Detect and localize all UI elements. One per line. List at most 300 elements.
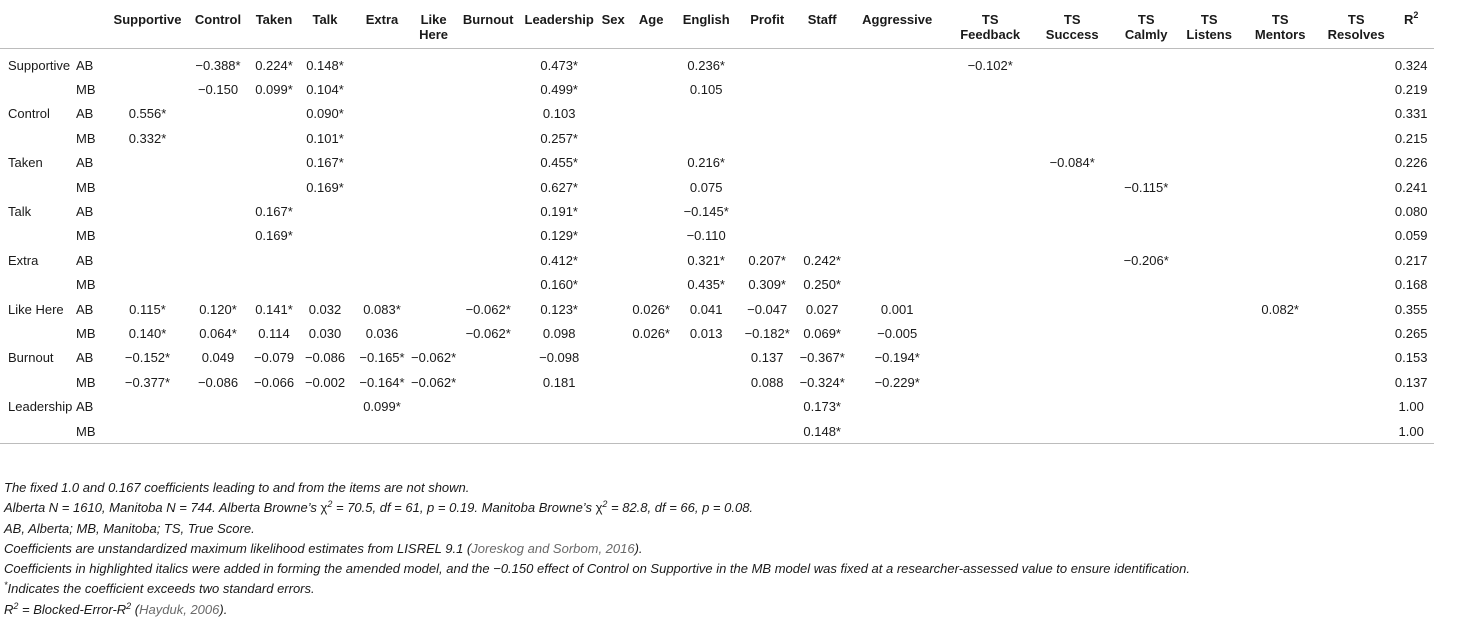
coefficient-cell [411,297,456,321]
column-header-label: R [1403,12,1414,27]
coefficient-cell: 0.099* [255,82,293,98]
header-row [0,0,1434,49]
coefficient-cell: 0.013 [689,325,723,341]
coefficient-cell: −0.005 [877,325,918,341]
coefficient-cell [251,102,297,126]
coefficient-cell: 0.224* [255,57,293,73]
coefficient-cell: 0.105 [689,82,723,98]
coefficient-cell [1034,394,1110,418]
coefficient-cell [848,419,946,444]
r2-cell: 0.080 [1394,204,1428,220]
column-header-sublabel: Mentors [1254,27,1306,42]
row-variable-label: Supportive [8,57,71,73]
coefficient-cell [456,77,520,101]
r2-cell: 0.137 [1394,374,1428,390]
coefficient-cell [411,102,456,126]
row-group-label: MB [76,179,96,195]
coefficient-cell: −0.377* [124,374,171,390]
coefficient-cell [353,77,411,101]
coefficient-cell [353,248,411,272]
coefficient-cell [456,49,520,78]
coefficient-cell: 0.627* [540,179,578,195]
coefficient-cell [674,419,738,444]
row-variable-label [0,224,76,248]
coefficient-cell: 0.026* [632,325,670,341]
column-header [1324,0,1388,49]
note-r2-text: = Blocked-Error-R [18,601,127,617]
note-r2 [4,600,1190,620]
coefficient-cell [1182,224,1236,248]
column-header-label: Aggressive [862,12,933,27]
coefficient-cell [1236,370,1324,394]
coefficient-cell [1034,297,1110,321]
note-estimates [4,539,1190,559]
coefficient-cell: 0.242* [803,252,841,268]
coefficient-cell [628,175,674,199]
coefficient-cell: 0.069* [803,325,841,341]
coefficient-cell [848,273,946,297]
note-abbreviations: AB, Alberta; MB, Manitoba; TS, True Score. [4,520,255,536]
coefficient-cell [946,346,1034,370]
coefficient-cell: −0.102* [967,57,1013,73]
r2-cell: 0.265 [1394,325,1428,341]
column-header [848,0,946,49]
coefficient-cell [946,151,1034,175]
row-variable-label: Control [8,106,50,122]
coefficient-cell [1182,297,1236,321]
coefficient-cell [456,102,520,126]
coefficient-cell [456,346,520,370]
coefficient-cell [796,151,848,175]
r2-cell: 0.168 [1394,277,1428,293]
table-notes [4,478,1190,620]
coefficient-cell: 0.160* [540,277,578,293]
coefficient-cell [598,346,628,370]
coefficient-cell [946,370,1034,394]
coefficient-cell [1236,224,1324,248]
column-header-label: Sex [601,12,625,27]
row-variable-label: Talk [8,204,32,220]
coefficient-cell [297,248,353,272]
coefficient-cell [411,394,456,418]
column-header-sublabel: Calmly [1124,27,1168,42]
coefficient-cell [353,102,411,126]
coefficient-cell [598,394,628,418]
coefficient-cell [520,394,598,418]
coefficient-cell [1324,77,1388,101]
coefficient-cell [1182,370,1236,394]
coefficient-cell: −0.165* [359,350,405,366]
coefficient-cell: 0.140* [128,325,167,341]
coefficient-cell [1236,419,1324,444]
coefficient-cell [738,126,796,150]
row-group-label: AB [76,155,94,171]
coefficient-cell: 0.167* [306,155,344,171]
coefficient-cell [1324,49,1388,78]
coefficient-cell [598,102,628,126]
coefficient-cell [1324,321,1388,345]
coefficient-cell [1236,49,1324,78]
coefficient-cell [353,49,411,78]
r2-exponent: 2 [126,600,132,611]
column-header [738,0,796,49]
column-header [251,0,297,49]
coefficient-cell: −0.062* [411,350,457,366]
coefficient-cell: 0.032 [308,301,342,317]
coefficient-cell [598,151,628,175]
row-group-label: MB [76,325,96,341]
coefficient-cell [411,273,456,297]
coefficient-cell [628,199,674,223]
row-variable-label [0,175,76,199]
coefficient-cell [598,77,628,101]
table-row [0,346,1434,370]
column-header-label: TS [1063,12,1081,27]
coefficient-cell [1110,321,1182,345]
coefficient-cell: −0.110 [686,228,726,244]
coefficient-cell [1236,102,1324,126]
coefficient-cell [1236,151,1324,175]
coefficient-cell [1182,49,1236,78]
coefficient-cell: −0.084* [1049,155,1095,171]
coefficient-cell [796,49,848,78]
coefficient-cell [456,199,520,223]
coefficient-cell: 0.167* [255,204,293,220]
coefficient-cell: −0.152* [124,350,171,366]
coefficient-cell [628,102,674,126]
coefficient-cell [598,49,628,78]
note-r2-text: ). [219,601,228,617]
coefficient-cell: 0.101* [306,130,344,146]
row-group-label: MB [76,228,96,244]
note-sample-text: Alberta N = 1610, Manitoba N = 744. Alberta Browne’s [4,500,321,516]
row-group-label: AB [76,350,94,366]
column-header-label: TS [981,12,999,27]
row-variable-label [0,321,76,345]
note-significance-text: Indicates the coefficient exceeds two standard errors. [7,581,315,597]
table-row [0,175,1434,199]
coefficient-cell: −0.002 [304,374,346,390]
coefficient-cell [297,273,353,297]
coefficient-cell [297,419,353,444]
coefficient-cell [251,248,297,272]
column-header-sublabel: Success [1045,27,1099,42]
coefficient-cell [598,175,628,199]
column-header [520,0,598,49]
coefficient-cell [796,199,848,223]
coefficient-cell [297,394,353,418]
coefficient-cell [1182,199,1236,223]
coefficient-cell: 0.104* [306,82,344,98]
coefficient-cell [1182,248,1236,272]
column-header-label: English [682,12,730,27]
note-r2-text: ( [131,601,140,617]
coefficient-cell [1236,199,1324,223]
table-row [0,77,1434,101]
coefficient-cell: 0.435* [687,277,725,293]
coefficient-cell [946,321,1034,345]
coefficient-cell: 0.099* [363,399,401,415]
note-r2-text: R [4,601,14,617]
row-variable-label: Like Here [8,301,64,317]
coefficient-cell [110,224,185,248]
coefficient-cell: −0.086 [197,374,239,390]
coefficient-cell [185,151,251,175]
column-header-label: Talk [312,12,338,27]
coefficient-cell [1034,248,1110,272]
coefficient-cell [628,151,674,175]
coefficient-cell [1236,126,1324,150]
coefficient-cell [848,394,946,418]
coefficient-cell [1110,224,1182,248]
r2-cell: 0.153 [1394,350,1428,366]
row-group-label: MB [76,374,96,390]
column-header-label: Like [420,12,447,27]
note-significance [4,579,1190,599]
coefficient-cell [185,248,251,272]
r2-cell: 0.219 [1394,82,1428,98]
coefficient-cell [353,224,411,248]
column-header-label: Age [638,12,664,27]
coefficient-cell: 0.064* [199,325,237,341]
coefficient-cell [1110,297,1182,321]
column-header-sublabel: Resolves [1327,27,1385,42]
coefficient-cell [628,77,674,101]
coefficient-cell [1182,175,1236,199]
coefficient-cell: 0.129* [540,228,578,244]
coefficient-cell [1236,77,1324,101]
coefficient-cell [628,346,674,370]
coefficient-cell: 0.236* [687,57,725,73]
row-group-label: AB [76,252,94,268]
coefficient-cell [674,126,738,150]
coefficient-cell [1110,126,1182,150]
coefficient-cell: 0.083* [363,301,401,317]
coefficient-cell [1110,49,1182,78]
column-header-label: TS [1200,12,1218,27]
coefficient-cell [110,394,185,418]
coefficient-cell [598,224,628,248]
coefficient-cell [185,199,251,223]
table-row [0,394,1434,418]
row-variable-label: Leadership [8,399,73,415]
coefficient-cell [411,199,456,223]
column-header [185,0,251,49]
coefficient-cell: 0.120* [199,301,237,317]
coefficient-cell [1236,248,1324,272]
coefficient-cell [1324,273,1388,297]
row-group-label: AB [76,204,94,220]
coefficient-cell [1324,199,1388,223]
r2-cell: 1.00 [1388,419,1434,444]
coefficient-cell: 0.114 [258,325,290,341]
coefficient-cell [946,77,1034,101]
column-header [1182,0,1236,49]
coefficient-cell [946,126,1034,150]
coefficient-cell [251,126,297,150]
coefficient-cell: 0.257* [540,130,578,146]
coefficient-cell [598,273,628,297]
coefficient-cell [1236,394,1324,418]
coefficient-cell [738,151,796,175]
row-group-label: MB [76,130,96,146]
chi-exponent: 2 [327,499,333,510]
coefficient-cell [1324,102,1388,126]
coefficient-cell: 0.169* [306,179,344,195]
coefficient-cell: 0.412* [540,252,578,268]
coefficient-cell [456,175,520,199]
coefficient-cell: 0.173* [803,399,841,415]
coefficient-cell [297,199,353,223]
column-header-label: TS [1271,12,1289,27]
coefficient-cell [796,224,848,248]
coefficient-cell [1324,175,1388,199]
coefficient-cell [1034,102,1110,126]
coefficient-cell [796,77,848,101]
r2-cell: 1.00 [1398,399,1424,415]
coefficient-cell: 0.075 [689,179,723,195]
coefficient-cell: 0.321* [687,252,725,268]
citation-link[interactable]: Joreskog and Sorbom, 2016 [471,540,635,556]
coefficient-cell [110,49,185,78]
coefficient-cell [456,248,520,272]
citation-link[interactable]: Hayduk, 2006 [139,601,220,617]
column-header-sublabel: Here [419,27,449,42]
column-header [1388,0,1434,49]
coefficient-cell [456,273,520,297]
coefficient-cell: −0.062* [465,325,511,341]
column-header-label: Taken [255,12,293,27]
coefficient-cell [848,248,946,272]
row-variable-label [0,77,76,101]
coefficient-cell: 0.455* [540,155,578,171]
coefficient-cell [1034,126,1110,150]
coefficient-cell [1110,151,1182,175]
coefficient-cell [411,151,456,175]
table-row [0,297,1434,321]
table-row [0,321,1434,345]
coefficient-cell [110,77,185,101]
row-variable-label: Extra [8,252,39,268]
coefficient-cell [1324,370,1388,394]
coefficient-cell [251,175,297,199]
coefficient-cell: 0.137 [750,350,784,366]
column-header [353,0,411,49]
column-header-label: Leadership [524,12,594,27]
note-sample-text: = 82.8, df = 66, p = 0.08. [607,500,754,516]
row-group-label: AB [76,301,94,317]
table-row [0,224,1434,248]
coefficient-cell [738,394,796,418]
row-variable-label: Taken [8,155,43,171]
coefficient-cell [1324,394,1388,418]
coefficient-cell [946,394,1034,418]
column-header [674,0,738,49]
coefficient-cell [628,49,674,78]
coefficient-cell [598,370,628,394]
coefficient-cell [411,224,456,248]
coefficient-cell [185,126,251,150]
r2-cell: 0.331 [1394,106,1428,122]
column-header [796,0,848,49]
coefficient-cell [674,394,738,418]
coefficient-cell: 0.103 [542,106,576,122]
coefficient-cell [1110,273,1182,297]
column-header-sublabel: Feedback [960,27,1021,42]
table-row [0,199,1434,223]
coefficient-cell [628,273,674,297]
coefficient-cell [1110,419,1182,444]
coefficient-cell [353,126,411,150]
column-header [1034,0,1110,49]
coefficient-cell: 0.556* [128,106,167,122]
coefficient-cell [185,419,251,444]
row-variable-label [0,370,76,394]
table-header [0,0,1434,49]
coefficient-cell [738,175,796,199]
coefficient-cell [796,175,848,199]
r2-cell: 0.059 [1394,228,1428,244]
coefficient-cell [1182,346,1236,370]
column-header [456,0,520,49]
coefficient-cell [1034,321,1110,345]
column-header [1236,0,1324,49]
coefficient-cell: 0.148* [796,419,848,444]
coefficient-cell: −0.145* [683,204,729,220]
coefficient-cell [796,102,848,126]
note-sample-text: = 70.5, df = 61, p = 0.19. Manitoba Browne’s [332,500,596,516]
column-header [297,0,353,49]
coefficient-cell [628,224,674,248]
column-header-label: Extra [365,12,399,27]
coefficient-cell: −0.229* [874,374,920,390]
coefficient-cell: 0.332* [128,130,167,146]
coefficient-cell [1324,297,1388,321]
column-header [110,0,185,49]
table-row [0,273,1434,297]
coefficient-cell [297,224,353,248]
row-group-label: AB [76,57,94,73]
table-row [0,370,1434,394]
coefficient-cell [738,419,796,444]
coefficient-cell [674,370,738,394]
note-estimates-text: ). [634,540,643,556]
coefficient-cell [738,102,796,126]
column-header [628,0,674,49]
coefficient-cell [1110,77,1182,101]
coefficient-cell [110,175,185,199]
coefficient-cell [353,175,411,199]
coefficient-cell [185,224,251,248]
coefficient-cell: 0.191* [540,204,578,220]
coefficient-cell: 0.207* [748,252,786,268]
coefficient-cell [674,346,738,370]
coefficient-cell [1182,273,1236,297]
table-row [0,151,1434,175]
row-variable-label [0,419,76,444]
coefficient-cell [1236,175,1324,199]
column-header [946,0,1034,49]
coefficient-cell: −0.047 [747,301,788,317]
column-header-label: Staff [807,12,837,27]
coefficient-cell [1236,346,1324,370]
coefficient-cell [1110,370,1182,394]
coefficient-cell [456,370,520,394]
coefficient-cell [456,419,520,444]
coefficient-cell: 0.001 [880,301,914,317]
coefficient-cell [598,297,628,321]
coefficient-cell [674,102,738,126]
